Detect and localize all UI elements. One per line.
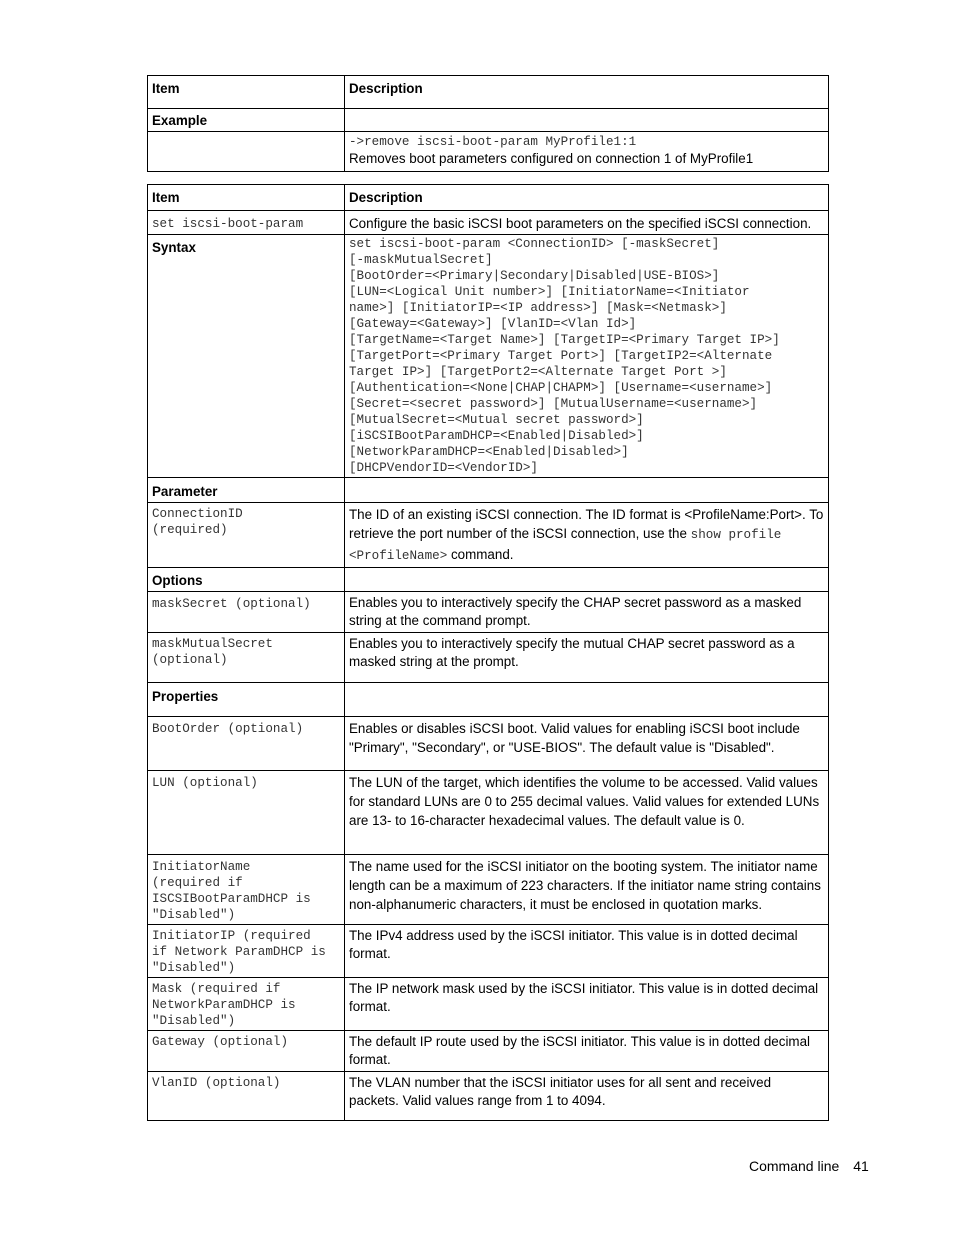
example-label: Example	[148, 109, 345, 132]
parameter-label: Parameter	[148, 478, 345, 503]
property-item: VlanID (optional)	[148, 1072, 345, 1121]
property-description: The IPv4 address used by the iSCSI initiator. This value is in dotted decimal format.	[345, 925, 829, 978]
syntax-line: [TargetPort=<Primary Target Port>] [TargetIP2=<Alternate	[349, 349, 773, 363]
connectionid-desc-text: The ID of an existing iSCSI connection. The ID format is <ProfileName:Port>. To retrieve the port number of the iSCSI connection, use the	[349, 507, 824, 541]
syntax-line: [MutualSecret=<Mutual secret password>]	[349, 413, 644, 427]
syntax-line: set iscsi-boot-param <ConnectionID> [-maskSecret]	[349, 237, 720, 251]
command-table	[147, 184, 829, 1121]
table-row	[148, 592, 829, 633]
connectionid-desc-code: show profile <ProfileName>	[349, 528, 782, 563]
syntax-line: [TargetName=<Target Name>] [TargetIP=<Primary Target IP>]	[349, 333, 780, 347]
syntax-line: [Gateway=<Gateway>] [VlanID=<Vlan Id>]	[349, 317, 637, 331]
property-description: The VLAN number that the iSCSI initiator uses for all sent and received packets. Valid values range from 1 to 4094.	[345, 1072, 829, 1121]
syntax-line: [LUN=<Logical Unit number>] [InitiatorName=<Initiator	[349, 285, 750, 299]
example-description-cell	[345, 132, 829, 172]
options-empty-cell	[345, 568, 829, 592]
property-item: LUN (optional)	[148, 771, 345, 855]
description-header: Description	[345, 185, 829, 211]
properties-label: Properties	[148, 683, 345, 717]
page-number: 41	[853, 1158, 869, 1174]
item-header: Item	[148, 76, 345, 109]
connectionid-description	[345, 503, 829, 568]
page-footer	[749, 1158, 869, 1174]
example-item-cell	[148, 132, 345, 172]
syntax-line: [NetworkParamDHCP=<Enabled|Disabled>]	[349, 445, 629, 459]
syntax-line: name>] [InitiatorIP=<IP address>] [Mask=<Netmask>]	[349, 301, 727, 315]
syntax-line: [BootOrder=<Primary|Secondary|Disabled|USE-BIOS>]	[349, 269, 720, 283]
option-item: maskMutualSecret (optional)	[148, 633, 345, 683]
syntax-label: Syntax	[148, 235, 345, 478]
example-command: ->remove iscsi-boot-param MyProfile1:1	[349, 135, 637, 149]
option-description: Enables you to interactively specify the mutual CHAP secret password as a masked string at the prompt.	[345, 633, 829, 683]
syntax-block	[345, 235, 829, 478]
command-name: set iscsi-boot-param	[148, 211, 345, 235]
footer-section: Command line	[749, 1158, 840, 1174]
syntax-line: [DHCPVendorID=<VendorID>]	[349, 461, 538, 475]
property-item: InitiatorName (required if ISCSIBootParamDHCP is "Disabled")	[148, 855, 345, 925]
property-description: The IP network mask used by the iSCSI initiator. This value is in dotted decimal format.	[345, 978, 829, 1031]
property-item: Gateway (optional)	[148, 1031, 345, 1072]
table-row	[148, 855, 829, 925]
property-item: BootOrder (optional)	[148, 717, 345, 771]
table-row	[148, 978, 829, 1031]
option-item: maskSecret (optional)	[148, 592, 345, 633]
connectionid-item: ConnectionID (required)	[148, 503, 345, 568]
syntax-line: [Authentication=<None|CHAP|CHAPM>] [Username=<username>]	[349, 381, 773, 395]
syntax-lines	[349, 236, 824, 476]
table-row	[148, 925, 829, 978]
syntax-line: [Secret=<secret password>] [MutualUsername=<username>]	[349, 397, 758, 411]
example-table	[147, 75, 829, 172]
syntax-line: [-maskMutualSecret]	[349, 253, 493, 267]
property-item: InitiatorIP (required if Network ParamDHCP is "Disabled")	[148, 925, 345, 978]
description-header: Description	[345, 76, 829, 109]
table-row	[148, 1072, 829, 1121]
property-description: The name used for the iSCSI initiator on the booting system. The initiator name length can be a maximum of 223 characters. If the initiator name string contains non-alphanumeric characters, it must be enclosed in quotation marks.	[345, 855, 829, 925]
item-header: Item	[148, 185, 345, 211]
properties-empty-cell	[345, 683, 829, 717]
example-empty-cell	[345, 109, 829, 132]
table-row	[148, 771, 829, 855]
syntax-line: [iSCSIBootParamDHCP=<Enabled|Disabled>]	[349, 429, 644, 443]
command-description: Configure the basic iSCSI boot parameters on the specified iSCSI connection.	[345, 211, 829, 235]
syntax-line: Target IP>] [TargetPort2=<Alternate Target Port >]	[349, 365, 727, 379]
example-text: Removes boot parameters configured on connection 1 of MyProfile1	[349, 151, 754, 166]
parameter-empty-cell	[345, 478, 829, 503]
property-description: Enables or disables iSCSI boot. Valid values for enabling iSCSI boot include "Primary", "Secondary", or "USE-BIOS". The default value is "Disabled".	[345, 717, 829, 771]
options-label: Options	[148, 568, 345, 592]
table-row	[148, 633, 829, 683]
property-item: Mask (required if NetworkParamDHCP is "Disabled")	[148, 978, 345, 1031]
connectionid-desc-tail: command.	[447, 547, 514, 562]
table-row	[148, 717, 829, 771]
option-description: Enables you to interactively specify the CHAP secret password as a masked string at the command prompt.	[345, 592, 829, 633]
property-description: The LUN of the target, which identifies the volume to be accessed. Valid values for standard LUNs are 0 to 255 decimal values. Valid values for extended LUNs are 13- to 16-character hexadecimal values. The default value is 0.	[345, 771, 829, 855]
property-description: The default IP route used by the iSCSI initiator. This value is in dotted decimal format.	[345, 1031, 829, 1072]
table-row	[148, 1031, 829, 1072]
